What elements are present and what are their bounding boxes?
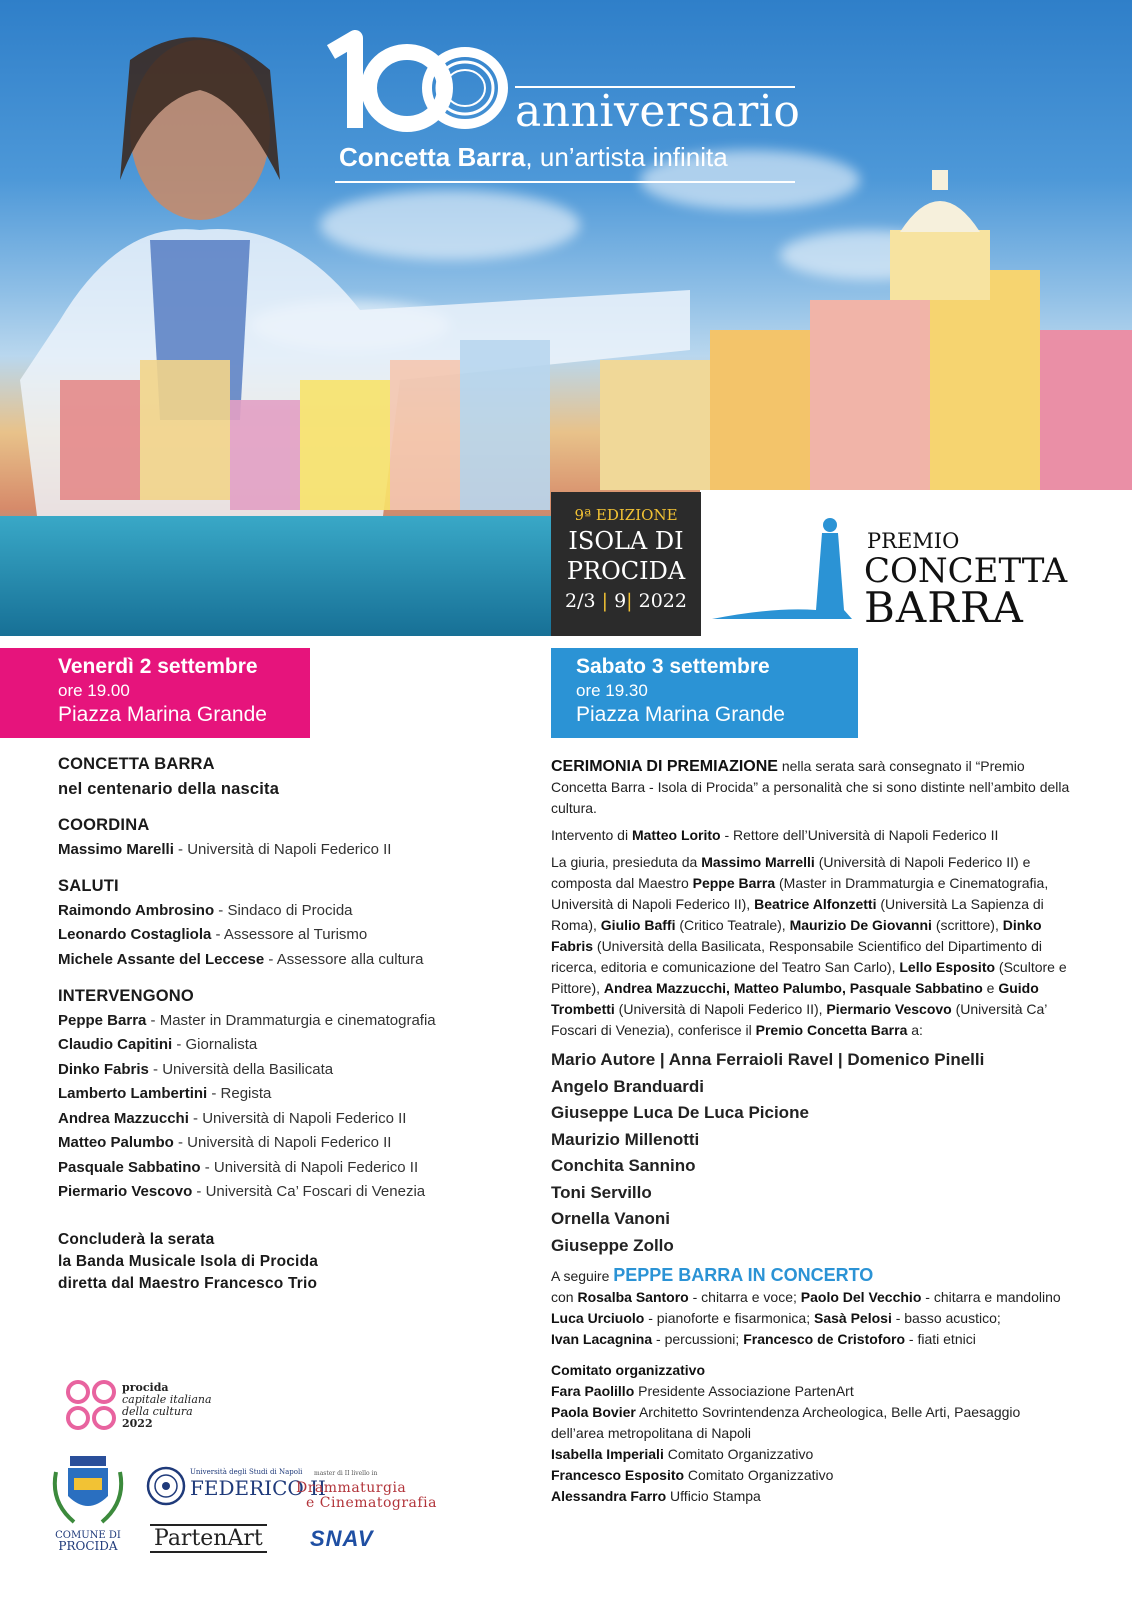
person-role: - Assessore al Turismo <box>211 926 368 943</box>
person-role: - Regista <box>207 1085 272 1102</box>
text-span: - basso acustico; <box>891 1310 1001 1326</box>
winner-item: Angelo Branduardi <box>551 1076 705 1096</box>
person-name: Raimondo Ambrosino <box>58 901 215 919</box>
edition-box <box>551 492 701 636</box>
bold-name: Lello Esposito <box>899 959 996 975</box>
sea <box>0 516 560 636</box>
federico-ii-text: Università degli Studi di Napoli FEDERICO II <box>190 1468 326 1500</box>
comitato-title: Comitato organizzativo <box>551 1362 706 1378</box>
bold-name: Ivan Lacagnina <box>551 1331 653 1347</box>
winner-item: Maurizio Millenotti <box>551 1129 700 1149</box>
person-role: - Università di Napoli Federico II <box>200 1158 419 1176</box>
premio-line2: CONCETTA <box>864 551 1068 591</box>
anniversary-title-block <box>325 30 815 190</box>
bold-name: Andrea Mazzucchi, Matteo Palumbo, Pasquale Sabbatino <box>603 980 983 996</box>
day1-place: Piazza Marina Grande <box>58 703 267 726</box>
bold-name: Piermario Vescovo <box>826 1001 952 1017</box>
day1-date: Venerdì 2 settembre <box>58 655 258 678</box>
winner-item: Toni Servillo <box>551 1182 652 1202</box>
comune-procida-text: COMUNE DI PROCIDA <box>55 1530 121 1553</box>
master-drammaturgia-text: master di II livello in Drammaturgia e Cinematografia <box>296 1470 437 1511</box>
federico-ii-seal-icon <box>146 1466 186 1506</box>
person-name: Claudio Capitini <box>58 1036 173 1053</box>
winner-item: Conchita Sannino <box>551 1156 696 1175</box>
winner-item: Giuseppe Luca De Luca Picione <box>551 1103 809 1122</box>
saluti-row <box>58 899 498 924</box>
person-role: - Università di Napoli Federico II <box>173 1134 392 1151</box>
person-name: Francesco Esposito <box>551 1467 685 1483</box>
intervengono-row <box>58 1180 498 1205</box>
intervengono-row <box>58 1058 498 1083</box>
intervengono-row <box>58 1082 498 1107</box>
day1-intro-subtitle: nel centenario della nascita <box>58 779 280 798</box>
bold-name: Paolo Del Vecchio <box>800 1289 922 1305</box>
procida-capitale-logo-icon <box>64 1378 118 1432</box>
bold-name: Guido Trombetti <box>551 980 1039 1017</box>
text-span: - chitarra e voce; <box>688 1289 801 1305</box>
premio-line3: BARRA <box>864 583 1024 632</box>
text-span: e <box>982 980 999 996</box>
person-name: Pasquale Sabbatino <box>58 1158 201 1176</box>
comitato-row <box>551 1444 1071 1465</box>
procida-capitale-text: procida capitale italiana della cultura 2022 <box>122 1381 212 1430</box>
text-span: - fiati etnici <box>905 1331 976 1347</box>
person-name: Matteo Palumbo <box>58 1134 174 1151</box>
person-name: Massimo Marelli <box>58 840 174 858</box>
person-name: Piermario Vescovo <box>58 1183 193 1200</box>
edition-place-1: ISOLA DI <box>568 527 684 555</box>
musician-line <box>551 1308 1071 1329</box>
intervengono-row <box>58 1009 498 1034</box>
day2-time: ore 19.30 <box>576 681 648 700</box>
text-span: (Università La Sapienza di Roma), <box>551 896 1044 933</box>
person-name: Paola Bovier <box>551 1404 636 1420</box>
person-role: Architetto Sovrintendenza Archeologica, Belle Arti, Paesaggio dell’area metropolitana di Napoli <box>551 1404 1021 1441</box>
day2-program <box>551 756 1071 1507</box>
giuria-paragraph <box>551 852 1071 1041</box>
text-span: (Università della Basilicata, Responsabile Scientifico del Dipartimento di ricerca, editoria e comunicazione del Teatro San Carlo), <box>551 938 1043 975</box>
person-role: Presidente Associazione PartenArt <box>634 1383 854 1399</box>
winner-item: Mario Autore | Anna Ferraioli Ravel | Domenico Pinelli <box>551 1050 985 1069</box>
text-span: (Scultore e Pittore), <box>551 959 1067 996</box>
day1-intro-title: CONCETTA BARRA <box>58 755 215 773</box>
snav-logo: SNAV <box>310 1526 374 1551</box>
person-role: Ufficio Stampa <box>666 1488 761 1504</box>
person-role: - Università di Napoli Federico II <box>188 1109 407 1127</box>
person-role: - Sindaco di Procida <box>214 901 353 919</box>
text-span: (Critico Teatrale), <box>675 917 790 933</box>
bold-name: Beatrice Alfonzetti <box>754 896 877 912</box>
person-name: Andrea Mazzucchi <box>58 1109 189 1127</box>
premio-concetta-barra-logo <box>712 515 1122 632</box>
partenart-logo: PartenArt <box>150 1524 267 1553</box>
saluti-title: SALUTI <box>58 877 119 895</box>
coordina-row <box>58 838 498 863</box>
logo-100-icon <box>325 30 515 140</box>
person-role: - Master in Drammaturgia e cinematografia <box>146 1011 436 1029</box>
musician-line <box>551 1287 1071 1308</box>
intervengono-row <box>58 1033 498 1058</box>
bold-name: Massimo Marrelli <box>701 854 815 870</box>
saluti-row <box>58 923 498 948</box>
winner-item: Ornella Vanoni <box>551 1209 671 1228</box>
saluti-row <box>58 948 498 973</box>
figure-silhouette-icon <box>712 515 862 627</box>
person-name: Alessandra Farro <box>551 1488 667 1504</box>
sponsor-logos <box>48 1370 508 1600</box>
person-name: Leonardo Costagliola <box>58 926 212 943</box>
person-role: - Assessore alla cultura <box>264 950 424 968</box>
saluti-list <box>58 899 498 973</box>
person-name: Michele Assante del Leccese <box>58 950 265 968</box>
day1-program <box>58 752 498 1295</box>
closing-line1: Concluderà la serata <box>58 1230 215 1248</box>
person-role: - Università di Napoli Federico II <box>173 840 392 858</box>
text-span: con <box>551 1289 578 1305</box>
edition-date: 2/3 | 9| 2022 <box>565 590 687 612</box>
text-span: - percussioni; <box>652 1331 744 1347</box>
text-span: - pianoforte e fisarmonica; <box>644 1310 814 1326</box>
bold-name: Peppe Barra <box>692 875 776 891</box>
comitato-row <box>551 1465 1071 1486</box>
bold-name: Dinko Fabris <box>551 917 1042 954</box>
comitato-row <box>551 1402 1071 1444</box>
person-role: Comitato Organizzativo <box>663 1446 814 1462</box>
church-dome <box>880 170 1000 300</box>
intervengono-row <box>58 1107 498 1132</box>
person-name: Isabella Imperiali <box>551 1446 664 1462</box>
premio-line1: PREMIO <box>867 529 960 553</box>
text-span: (scrittore), <box>931 917 1003 933</box>
comitato-list <box>551 1381 1071 1507</box>
edition-place-2: PROCIDA <box>566 557 686 585</box>
intervengono-list <box>58 1009 498 1205</box>
text-span: (Università Ca’ Foscari di Venezia), conferisce il <box>551 1001 1047 1038</box>
person-role: - Università della Basilicata <box>148 1060 334 1078</box>
person-name: Dinko Fabris <box>58 1060 149 1078</box>
bold-name: Francesco de Cristoforo <box>743 1331 906 1347</box>
musician-line <box>551 1329 1071 1350</box>
bold-name: Rosalba Santoro <box>577 1289 689 1305</box>
day2-banner <box>551 648 858 738</box>
coordina-title: COORDINA <box>58 816 150 834</box>
intervengono-title: INTERVENGONO <box>58 987 194 1005</box>
winner-item: Giuseppe Zollo <box>551 1235 674 1255</box>
text-span: a: <box>907 1022 923 1038</box>
intervengono-row <box>58 1156 498 1181</box>
person-name: Fara Paolillo <box>551 1383 635 1399</box>
intervengono-row <box>58 1131 498 1156</box>
bold-name: Giulio Baffi <box>600 917 676 933</box>
text-span: - chitarra e mandolino <box>921 1289 1061 1305</box>
ceremony-paragraph: CERIMONIA DI PREMIAZIONE nella serata sarà consegnato il “Premio Concetta Barra - Isola di Procida” a personalità che si sono distinte nell’ambito della cultura. <box>551 758 1070 816</box>
musicians-list <box>551 1287 1071 1350</box>
person-role: Comitato Organizzativo <box>684 1467 834 1483</box>
day2-date: Sabato 3 settembre <box>576 655 770 678</box>
text-span: (Master in Drammaturgia e Cinematografia, Università di Napoli Federico II), <box>551 875 1049 912</box>
day1-time: ore 19.00 <box>58 681 130 700</box>
bold-name: Maurizio De Giovanni <box>789 917 932 933</box>
comitato-row <box>551 1381 1071 1402</box>
comune-procida-crest-icon <box>48 1452 128 1526</box>
day2-place: Piazza Marina Grande <box>576 703 785 726</box>
hero-subtitle: Concetta Barra, un’artista infinita <box>339 142 728 172</box>
text-span: La giuria, presieduta da <box>551 854 702 870</box>
text-span: (Università di Napoli Federico II), <box>614 1001 827 1017</box>
closing-line3: diretta dal Maestro Francesco Trio <box>58 1274 318 1292</box>
bold-name: Luca Urciuolo <box>551 1310 645 1326</box>
coordina-list <box>58 838 498 863</box>
person-name: Lamberto Lambertini <box>58 1085 208 1102</box>
anniversario-text: anniversario <box>515 86 801 137</box>
text-span: (Università di Napoli Federico II) e composta dal Maestro <box>551 854 1031 891</box>
comitato-row <box>551 1486 1071 1507</box>
person-name: Peppe Barra <box>58 1011 147 1029</box>
person-role: - Università Ca’ Foscari di Venezia <box>192 1183 426 1200</box>
winners-list <box>551 1047 1071 1259</box>
bold-name: Premio Concetta Barra <box>755 1022 908 1038</box>
title-rule-bottom <box>335 181 795 183</box>
concert-line: A seguire PEPPE BARRA IN CONCERTO <box>551 1265 874 1285</box>
intervento-paragraph: Intervento di Matteo Lorito - Rettore dell’Università di Napoli Federico II <box>551 827 999 843</box>
bold-name: Sasà Pelosi <box>814 1310 892 1326</box>
closing-line2: la Banda Musicale Isola di Procida <box>58 1252 319 1270</box>
day1-banner <box>0 648 310 738</box>
edition-number: 9ª EDIZIONE <box>574 506 678 524</box>
person-role: - Giornalista <box>172 1036 258 1053</box>
